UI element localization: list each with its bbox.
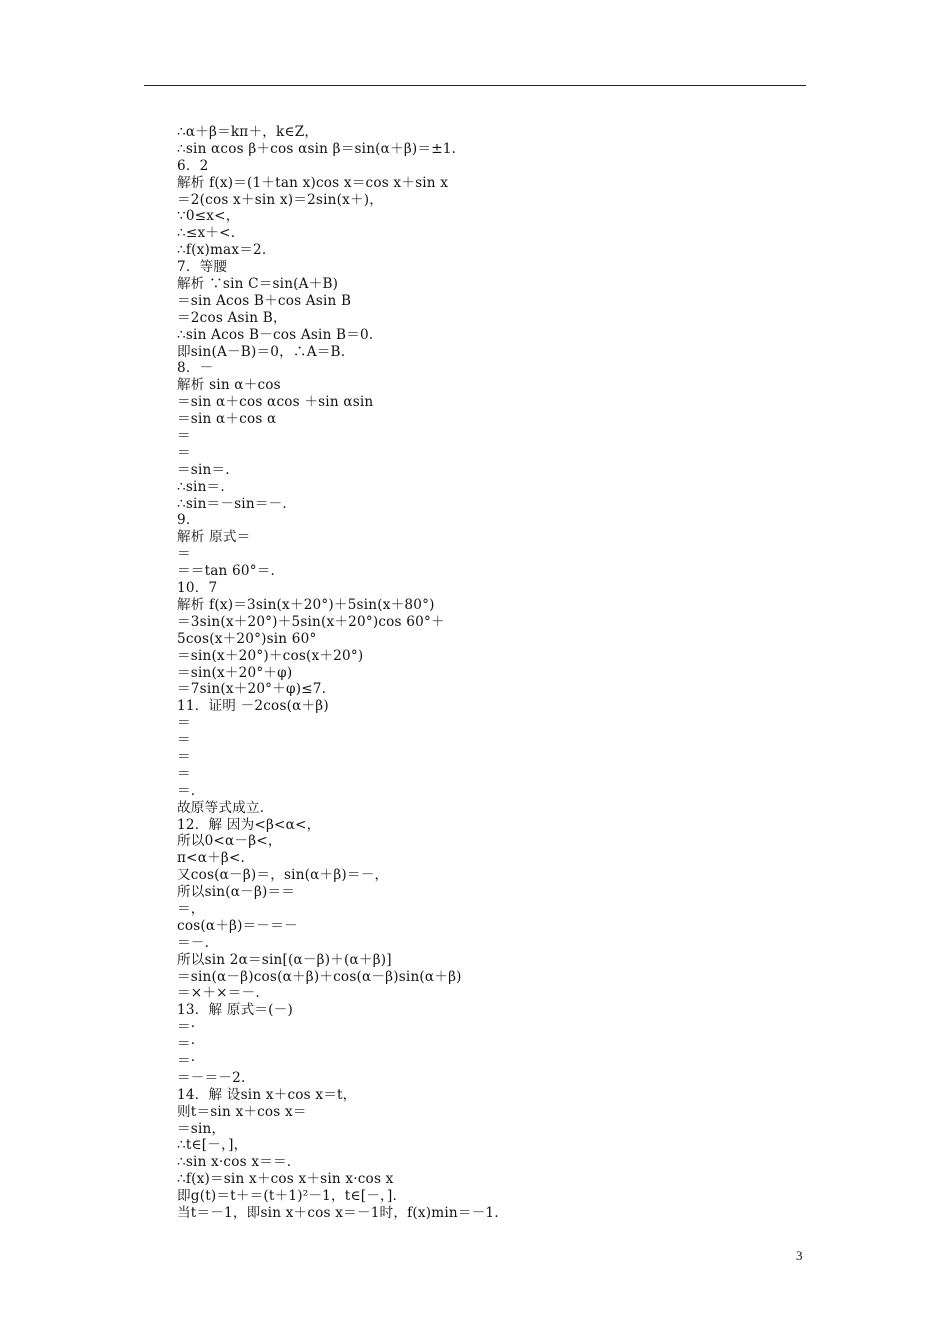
text-line: 10．7 bbox=[177, 580, 218, 597]
text-line: 11．证明 －2cos(α＋β) bbox=[177, 698, 329, 715]
text-line: π<α＋β<. bbox=[177, 850, 246, 867]
text-line: 8．－ bbox=[177, 360, 214, 377]
text-line: ＝ bbox=[177, 715, 191, 732]
text-line: 所以0<α－β<， bbox=[177, 833, 282, 850]
text-line: 又cos(α－β)＝，sin(α＋β)＝－， bbox=[177, 867, 389, 884]
text-line: ∴α＋β＝kπ＋，k∈Z， bbox=[177, 124, 319, 140]
text-line: ＝－＝－2. bbox=[177, 1069, 246, 1086]
text-line: ∴f(x)＝sin x＋cos x＋sin x·cos x bbox=[177, 1171, 394, 1188]
text-line: 9. bbox=[177, 512, 191, 529]
text-line: 解析 原式＝ bbox=[177, 529, 251, 546]
page-number: 3 bbox=[796, 1248, 803, 1263]
text-line: ＝－. bbox=[177, 934, 210, 951]
text-line: 解析 f(x)＝3sin(x＋20°)＋5sin(x＋80°) bbox=[177, 596, 435, 613]
text-line: 解析 f(x)＝(1＋tan x)cos x＝cos x＋sin x bbox=[177, 174, 449, 191]
text-line: cos(α＋β)＝－＝－ bbox=[177, 917, 298, 934]
text-line: ∴sin＝. bbox=[177, 478, 225, 495]
text-line: ＝· bbox=[177, 1052, 196, 1069]
text-line: 所以sin 2α＝sin[(α－β)＋(α＋β)] bbox=[177, 951, 392, 968]
text-line: ＝sin α＋cos αcos ＋sin αsin bbox=[177, 394, 374, 411]
text-line: 当t＝－1，即sin x＋cos x＝－1时，f(x)min＝－1. bbox=[177, 1205, 499, 1221]
text-line: 即g(t)＝t＋＝(t＋1)²－1，t∈[－，]. bbox=[177, 1188, 398, 1205]
text-line: ∴t∈[－，]， bbox=[177, 1137, 248, 1154]
text-line: ∴sin αcos β＋cos αsin β＝sin(α＋β)＝±1. bbox=[177, 140, 457, 157]
text-line: 所以sin(α－β)＝＝ bbox=[177, 884, 296, 901]
text-line: ＝ bbox=[177, 748, 191, 765]
text-line: 7．等腰 bbox=[177, 259, 228, 276]
text-line: 则t＝sin x＋cos x＝ bbox=[177, 1103, 307, 1120]
text-line: ＝2cos Asin B， bbox=[177, 309, 287, 326]
text-line: ＝sin Acos B＋cos Asin B bbox=[177, 292, 352, 309]
text-line: ＝＝tan 60°＝. bbox=[177, 563, 276, 580]
text-line: ＝ bbox=[177, 765, 191, 782]
text-line: ＝3sin(x＋20°)＋5sin(x＋20°)cos 60°＋ bbox=[177, 613, 445, 630]
text-line: ＝7sin(x＋20°＋φ)≤7. bbox=[177, 681, 327, 698]
text-line: ＝sin(x＋20°＋φ) bbox=[177, 664, 293, 681]
text-line: ∴sin＝－sin＝－. bbox=[177, 495, 287, 512]
text-line: ＝ bbox=[177, 428, 191, 445]
text-line: ∴≤x＋<. bbox=[177, 225, 236, 242]
text-line: ＝sin， bbox=[177, 1120, 226, 1137]
text-line: ＝sin＝. bbox=[177, 461, 230, 478]
text-line: ∴sin x·cos x＝＝. bbox=[177, 1154, 292, 1171]
text-line: 故原等式成立. bbox=[177, 799, 265, 816]
text-line: ＝sin α＋cos α bbox=[177, 411, 277, 428]
text-line: ∴f(x)max＝2. bbox=[177, 242, 267, 259]
header-rule bbox=[144, 85, 806, 86]
solution-text bbox=[177, 124, 817, 1222]
text-line: ＝×＋×＝－. bbox=[177, 985, 260, 1002]
text-line: 6．2 bbox=[177, 157, 209, 174]
text-line: ＝2(cos x＋sin x)＝2sin(x＋)， bbox=[177, 191, 384, 208]
text-line: ＝ bbox=[177, 444, 191, 461]
text-line: 解析 ∵sin C＝sin(A＋B) bbox=[177, 276, 339, 293]
text-line: 5cos(x＋20°)sin 60° bbox=[177, 630, 317, 647]
text-line: 13．解 原式＝(－) bbox=[177, 1002, 293, 1019]
text-line: ＝· bbox=[177, 1036, 196, 1053]
text-line: 14．解 设sin x＋cos x＝t， bbox=[177, 1086, 357, 1103]
text-line: 解析 sin α＋cos bbox=[177, 377, 281, 394]
text-line: 即sin(A－B)＝0，∴A＝B. bbox=[177, 343, 346, 360]
text-line: ＝ bbox=[177, 732, 191, 749]
text-line: ＝· bbox=[177, 1019, 196, 1036]
text-line: ＝， bbox=[177, 900, 205, 917]
text-line: ∴sin Acos B－cos Asin B＝0. bbox=[177, 326, 374, 343]
text-line: 12．解 因为<β<α<， bbox=[177, 816, 321, 833]
text-line: ＝sin(x＋20°)＋cos(x＋20°) bbox=[177, 647, 364, 664]
text-line: ＝sin(α－β)cos(α＋β)＋cos(α－β)sin(α＋β) bbox=[177, 968, 462, 985]
text-line: ＝. bbox=[177, 782, 196, 799]
text-line: ＝ bbox=[177, 546, 191, 563]
text-line: ∵0≤x<， bbox=[177, 208, 240, 225]
